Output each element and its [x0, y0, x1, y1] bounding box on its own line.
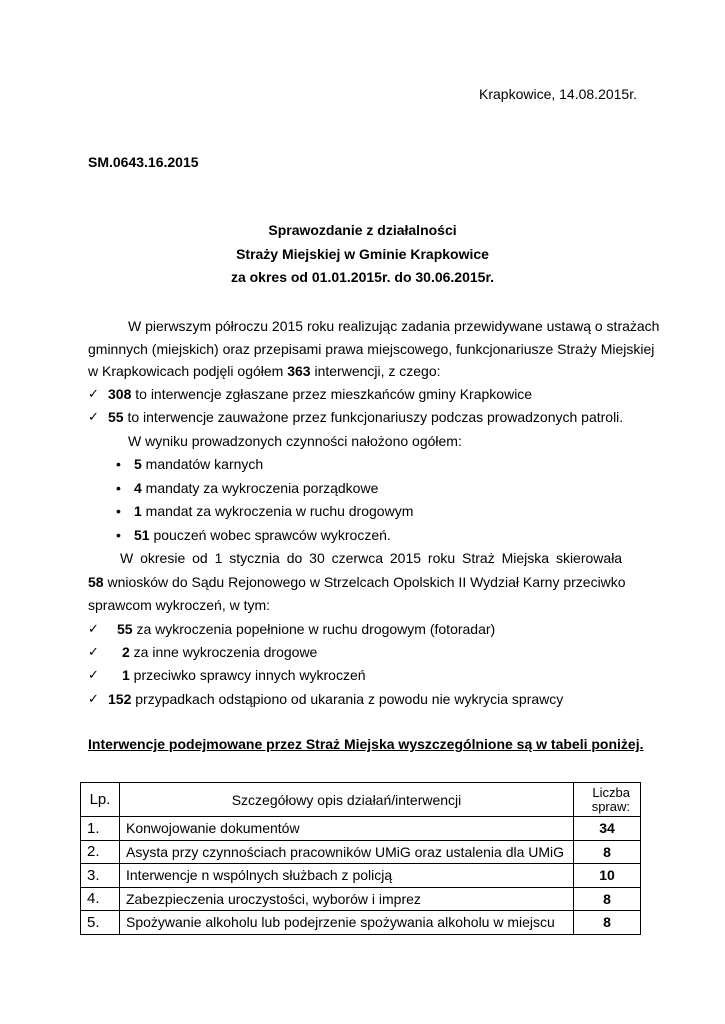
table-row [81, 817, 641, 841]
row-count: 8 [574, 911, 641, 935]
bullet-icon: • [116, 503, 121, 519]
table-row [81, 911, 641, 935]
court-line-2: 58 wniosków do Sądu Rejonowego w Strzelcach Opolskich II Wydział Karny przeciwko [88, 574, 626, 590]
row-description: Konwojowanie dokumentów [120, 817, 574, 841]
row-description: Zabezpieczenia uroczystości, wyborów i imprez [120, 887, 574, 911]
title-line-3: za okres od 01.01.2015r. do 30.06.2015r. [230, 269, 495, 285]
list-item: 1 przeciwko sprawcy innych wykroczeń [122, 667, 366, 683]
table-row [81, 840, 641, 864]
check-icon: ✓ [88, 409, 99, 424]
row-description: Asysta przy czynnościach pracowników UMiG oraz ustalenia dla UMiG [120, 840, 574, 864]
check-icon: ✓ [88, 621, 99, 636]
row-count: 10 [574, 864, 641, 888]
court-line-3: sprawcom wykroczeń, w tym: [88, 597, 271, 613]
bullet-icon: • [116, 527, 121, 543]
title-line-2: Straży Miejskiej w Gminie Krapkowice [236, 246, 489, 262]
row-count: 8 [574, 887, 641, 911]
list-item: 152 przypadkach odstąpiono od ukarania z powodu nie wykrycia sprawcy [108, 691, 564, 707]
check-icon: ✓ [88, 386, 99, 401]
document-date: Krapkowice, 14.08.2015r. [479, 86, 637, 102]
list-item: 2 za inne wykroczenia drogowe [122, 644, 318, 660]
penalties-intro: W wyniku prowadzonych czynności nałożono ogółem: [128, 433, 462, 449]
list-item: 55 to interwencje zauważone przez funkcjonariuszy podczas prowadzonych patroli. [108, 409, 624, 425]
row-count: 8 [574, 840, 641, 864]
row-number: 1. [81, 817, 120, 841]
bullet-icon: • [116, 480, 121, 496]
table-row [81, 864, 641, 888]
header-description: Szczegółowy opis działań/interwencji [120, 783, 574, 817]
header-count: Liczba spraw: [574, 783, 641, 817]
row-description: Interwencje n wspólnych służbach z policją [120, 864, 574, 888]
header-lp: Lp. [81, 783, 120, 817]
table-row [81, 887, 641, 911]
check-icon: ✓ [88, 667, 99, 682]
list-item: 55 za wykroczenia popełnione w ruchu drogowym (fotoradar) [117, 621, 496, 637]
row-count: 34 [574, 817, 641, 841]
check-icon: ✓ [88, 691, 99, 706]
list-item: 1 mandat za wykroczenia w ruchu drogowym [134, 503, 414, 519]
row-description: Spożywanie alkoholu lub podejrzenie spożywania alkoholu w miejscu [120, 911, 574, 935]
row-number: 5. [81, 911, 120, 935]
row-number: 4. [81, 887, 120, 911]
check-icon: ✓ [88, 644, 99, 659]
table-header-row [81, 783, 641, 817]
bullet-icon: • [116, 456, 121, 472]
list-item: 4 mandaty za wykroczenia porządkowe [134, 480, 379, 496]
section-heading: Interwencje podejmowane przez Straż Miejska wyszczególnione są w tabeli poniżej. [88, 736, 644, 752]
row-number: 2. [81, 840, 120, 864]
title-line-1: Sprawozdanie z działalności [268, 222, 457, 238]
court-line-1: W okresie od 1 stycznia do 30 czerwca 2015 roku Straż Miejska skierowała [120, 550, 623, 566]
row-number: 3. [81, 864, 120, 888]
list-item: 5 mandatów karnych [134, 456, 264, 472]
reference-number: SM.0643.16.2015 [88, 154, 199, 170]
intro-line-1: W pierwszym półroczu 2015 roku realizując zadania przewidywane ustawą o strażach [128, 318, 660, 334]
list-item: 51 pouczeń wobec sprawców wykroczeń. [134, 527, 391, 543]
list-item: 308 to interwencje zgłaszane przez mieszkańców gminy Krapkowice [108, 386, 533, 402]
intro-line-3: w Krapkowicach podjęli ogółem 363 interwencji, z czego: [88, 363, 441, 379]
interventions-table [80, 782, 641, 935]
intro-line-2: gminnych (miejskich) oraz przepisami prawa miejscowego, funkcjonariusze Straży Miejskiej [88, 341, 655, 357]
